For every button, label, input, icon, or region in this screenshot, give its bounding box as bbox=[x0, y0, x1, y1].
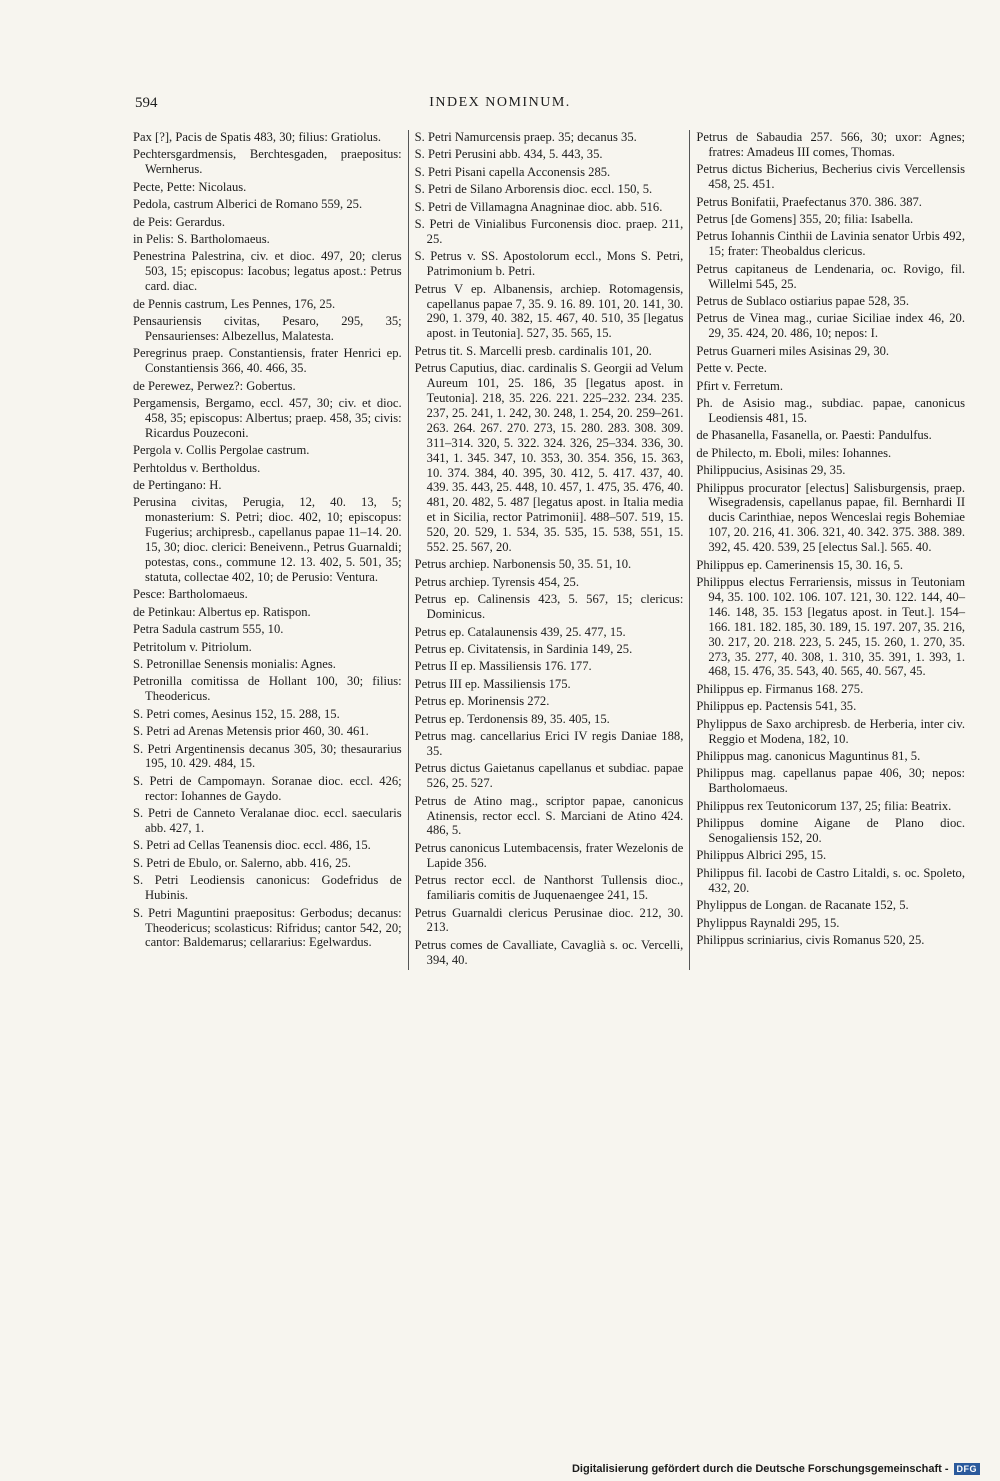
index-entry: Pechtersgardmensis, Berchtesgaden, praepositus: Wernherus. bbox=[133, 147, 402, 177]
index-entry: Petrus ep. Morinensis 272. bbox=[414, 694, 550, 709]
index-entry: Ph. de Asisio mag., subdiac. papae, canonicus Leodiensis 481, 15. bbox=[696, 396, 966, 425]
index-entry: de Perewez, Perwez?: Gobertus. bbox=[133, 378, 296, 393]
index-entry: Perusina civitas, Perugia, 12, 40. 13, 5; monasterium: S. Petri; dioc. 402, 10; episcopus: Fugerius; archipresb., capellanus papae 11–14. 20. 15, 30; dioc. clerici: Beneivenn., Petrus Guarnaldi; potestas, cons., commune 12. 13. 402, 5. 501, 35; statuta, collectae 402, 10; de Perusio: Ventura. bbox=[133, 495, 402, 584]
index-entry: Perhtoldus v. Bertholdus. bbox=[133, 460, 261, 475]
index-entry: Pecte, Pette: Nicolaus. bbox=[133, 179, 247, 194]
index-entry: de Petinkau: Albertus ep. Ratispon. bbox=[133, 604, 311, 619]
index-entry: Petrus ep. Civitatensis, in Sardinia 149, 25. bbox=[414, 642, 633, 656]
index-entry: de Pertingano: H. bbox=[133, 478, 222, 493]
index-entry: de Phasanella, Fasanella, or. Paesti: Pandulfus. bbox=[696, 428, 932, 443]
index-entry: Petrus dictus Bicherius, Becherius civis Vercellensis 458, 25. 451. bbox=[696, 162, 966, 192]
index-entry: Petrus rector eccl. de Nanthorst Tullensis dioc., familiaris comitis de Juquenaengee 241, 15. bbox=[414, 873, 684, 903]
index-entry: Philippus rex Teutonicorum 137, 25; filia: Beatrix. bbox=[696, 798, 952, 813]
index-entry: Petrus II ep. Massiliensis 176. 177. bbox=[414, 659, 592, 674]
index-entry: Phylippus Raynaldi 295, 15. bbox=[696, 915, 840, 930]
index-entry: Petrus mag. cancellarius Erici IV regis Daniae 188, 35. bbox=[414, 729, 684, 758]
index-column-2 bbox=[408, 130, 690, 970]
index-entry: Petrus comes de Cavalliate, Cavaglià s. oc. Vercelli, 394, 40. bbox=[414, 937, 684, 967]
index-entry: Philippus ep. Camerinensis 15, 30. 16, 5. bbox=[696, 557, 904, 572]
index-entry: Penestrina Palestrina, civ. et dioc. 497, 20; clerus 503, 15; episcopus: Iacobus; legatus apost.: Petrus card. diac. bbox=[133, 249, 402, 294]
index-entry: S. Petri ad Arenas Metensis prior 460, 30. 461. bbox=[133, 724, 369, 739]
index-entry: Philippus fil. Iacobi de Castro Litaldi, s. oc. Spoleto, 432, 20. bbox=[696, 865, 966, 895]
index-entry: S. Petri Perusini abb. 434, 5. 443, 35. bbox=[414, 147, 603, 162]
index-entry: Petrus archiep. Tyrensis 454, 25. bbox=[414, 574, 579, 589]
index-entry: Petrus capitaneus de Lendenaria, oc. Rovigo, fil. Willelmi 545, 25. bbox=[696, 261, 966, 291]
index-entry: de Peis: Gerardus. bbox=[133, 214, 225, 229]
index-entry: Phylippus de Saxo archipresb. de Herberia, inter civ. Reggio et Modena, 182, 10. bbox=[696, 716, 966, 746]
index-entry: S. Petri Maguntini praepositus: Gerbodus; decanus: Theodericus; scolasticus: Rifridus; cantor 542, 20; cantor: Baldemarus; cellararius: Egelwardus. bbox=[133, 905, 402, 950]
dfg-logo: DFG bbox=[954, 1463, 981, 1475]
index-entry: S. Petri comes, Aesinus 152, 15. 288, 15. bbox=[133, 706, 340, 721]
index-entry: S. Petri de Ebulo, or. Salerno, abb. 416, 25. bbox=[133, 855, 351, 870]
index-entry: Philippus scriniarius, civis Romanus 520, 25. bbox=[696, 932, 925, 947]
index-entry: Pesce: Bartholomaeus. bbox=[133, 587, 248, 602]
index-entry: Petrus Caputius, diac. cardinalis S. Georgii ad Velum Aureum 101, 25. 186, 35 [legatus apost. in Teutonia]. 218, 35. 226. 221. 225–232. 234. 235. 237, 25. 241, 1. 242, 30. 248, 1. 254, 20. 259–261. 263. 264. 267. 270. 273, 15. 280. 283. 308. 309. 311–314. 320, 5. 322. 324. 326, 25–334. 336, 30. 341, 1. 345. 347, 10. 353, 30. 354. 356, 15. 363, 10. 374. 384, 40. 395, 30. 412, 5. 417. 437, 40. 439. 35. 443, 25. 448, 10. 457, 1. 475, 35. 476, 40. 481, 20. 482, 5. 487 [legatus apost. in Italia media et in Sicilia, rector Patrimonii]. 488–507. 519, 15. 520, 20. 529, 1. 534, 35. 535, 15. 538, 551, 15. 552. 25. 567, 20. bbox=[414, 361, 684, 555]
index-entry: Petrus ep. Terdonensis 89, 35. 405, 15. bbox=[414, 711, 610, 726]
index-entry: Philippus Albrici 295, 15. bbox=[696, 848, 827, 863]
index-entry: in Pelis: S. Bartholomaeus. bbox=[133, 231, 270, 246]
index-entry: Petrus Iohannis Cinthii de Lavinia senator Urbis 492, 15; frater: Theobaldus clericus. bbox=[696, 229, 966, 259]
index-entry: Petrus V ep. Albanensis, archiep. Rotomagensis, capellanus papae 7, 35. 9. 16. 89. 101, 20. 141, 30. 290, 1. 379, 40. 382, 15. 467, 40. 510, 35 [legatus apost. in Teutonia]. 527, 35. 565, 15. bbox=[414, 281, 684, 341]
footer-credit: Digitalisierung gefördert durch die Deutsche Forschungsgemeinschaft - bbox=[571, 1463, 949, 1475]
index-entry: Petrus tit. S. Marcelli presb. cardinalis 101, 20. bbox=[414, 343, 652, 358]
index-entry: S. Petri de Villamagna Anagninae dioc. abb. 516. bbox=[414, 199, 663, 214]
index-entry: Petrus archiep. Narbonensis 50, 35. 51, 10. bbox=[414, 557, 632, 572]
index-entry: Philippus ep. Pactensis 541, 35. bbox=[696, 699, 857, 714]
index-entry: Philippus mag. canonicus Maguntinus 81, 5. bbox=[696, 748, 921, 763]
index-entry: Pette v. Pecte. bbox=[696, 361, 767, 376]
index-entry: Petrus de Atino mag., scriptor papae, canonicus Atinensis, rector eccl. S. Marciani de Atino 424. 486, 5. bbox=[414, 793, 684, 838]
index-entry: Petronilla comitissa de Hollant 100, 30; filius: Theodericus. bbox=[133, 674, 402, 704]
index-entry: S. Petronillae Senensis monialis: Agnes. bbox=[133, 657, 336, 671]
index-entry: S. Petri de Campomayn. Soranae dioc. eccl. 426; rector: Iohannes de Gaydo. bbox=[133, 773, 402, 803]
index-entry: S. Petri de Canneto Veralanae dioc. eccl. saecularis abb. 427, 1. bbox=[133, 806, 402, 836]
index-entry: Petrus Guarneri miles Asisinas 29, 30. bbox=[696, 343, 890, 358]
index-entry: S. Petri de Silano Arborensis dioc. eccl. 150, 5. bbox=[414, 182, 653, 197]
index-entry: Petrus ep. Catalaunensis 439, 25. 477, 15. bbox=[414, 624, 626, 639]
index-entry: de Pennis castrum, Les Pennes, 176, 25. bbox=[133, 296, 336, 311]
index-entry: S. Petri de Vinialibus Furconensis dioc. praep. 211, 25. bbox=[414, 217, 684, 246]
index-entry: Peregrinus praep. Constantiensis, frater Henrici ep. Constantiensis 366, 40. 466, 35. bbox=[133, 346, 402, 376]
index-columns bbox=[133, 130, 965, 970]
index-entry: S. Petrus v. SS. Apostolorum eccl., Mons S. Petri, Patrimonium b. Petri. bbox=[414, 249, 684, 279]
index-entry: Petrus III ep. Massiliensis 175. bbox=[414, 676, 571, 691]
index-entry: S. Petri Namurcensis praep. 35; decanus 35. bbox=[414, 130, 637, 144]
index-entry: Pedola, castrum Alberici de Romano 559, 25. bbox=[133, 197, 363, 212]
index-entry: S. Petri Argentinensis decanus 305, 30; thesaurarius 195, 10. 429. 484, 15. bbox=[133, 741, 402, 771]
index-entry: Philippus electus Ferrariensis, missus in Teutoniam 94, 35. 100. 102. 106. 107. 121, 30. 122. 144, 40–146. 148, 35. 153 [legatus apost. in Teut.]. 154–166. 181. 182. 185, 30. 189, 15. 197. 207, 35. 216, 30. 217, 20. 218. 223, 5. 245, 15. 260, 1. 270, 35. 273, 35. 277, 40. 308, 1. 310, 35. 391, 1. 393, 1. 468, 15. 476, 35. 543, 40. 565, 40. 567, 45. bbox=[696, 574, 966, 679]
index-entry: Philippus domine Aigane de Plano dioc. Senogaliensis 152, 20. bbox=[696, 816, 966, 845]
index-entry: Pergamensis, Bergamo, eccl. 457, 30; civ. et dioc. 458, 35; episcopus: Albertus; praep. 458, 35; civis: Ricardus Pouzeconi. bbox=[133, 396, 402, 440]
index-entry: Petrus dictus Gaietanus capellanus et subdiac. papae 526, 25. 527. bbox=[414, 761, 684, 791]
page-title: INDEX NOMINUM. bbox=[429, 95, 571, 110]
index-entry: Phylippus de Longan. de Racanate 152, 5. bbox=[696, 898, 909, 913]
index-entry: Petrus Guarnaldi clericus Perusinae dioc. 212, 30. 213. bbox=[414, 905, 684, 935]
index-entry: S. Petri Leodiensis canonicus: Godefridus de Hubinis. bbox=[133, 873, 402, 903]
index-entry: Petrus ep. Calinensis 423, 5. 567, 15; clericus: Dominicus. bbox=[414, 592, 684, 622]
index-entry: Pensauriensis civitas, Pesaro, 295, 35; Pensaurienses: Albezellus, Malatesta. bbox=[133, 313, 402, 343]
index-entry: Petrus de Vinea mag., curiae Siciliae index 46, 20. 29, 35. 424, 20. 486, 10; nepos: I. bbox=[696, 311, 966, 341]
index-column-1 bbox=[133, 130, 408, 970]
page-number: 594 bbox=[135, 95, 158, 111]
index-entry: Petrus [de Gomens] 355, 20; filia: Isabella. bbox=[696, 212, 914, 227]
index-entry: S. Petri ad Cellas Teanensis dioc. eccl. 486, 15. bbox=[133, 838, 371, 853]
digitization-footer bbox=[572, 1463, 980, 1475]
index-entry: Petra Sadula castrum 555, 10. bbox=[133, 622, 284, 637]
index-entry: Petrus de Sublaco ostiarius papae 528, 35. bbox=[696, 294, 909, 309]
index-entry: S. Petri Pisani capella Acconensis 285. bbox=[414, 164, 611, 179]
index-entry: Petrus canonicus Lutembacensis, frater Wezelonis de Lapide 356. bbox=[414, 840, 684, 870]
index-entry: Pergola v. Collis Pergolae castrum. bbox=[133, 443, 310, 458]
index-entry: de Philecto, m. Eboli, miles: Iohannes. bbox=[696, 445, 892, 460]
index-entry: Philippucius, Asisinas 29, 35. bbox=[696, 463, 846, 478]
index-entry: Petrus de Sabaudia 257. 566, 30; uxor: Agnes; fratres: Amadeus III comes, Thomas. bbox=[696, 130, 966, 159]
index-entry: Petrus Bonifatii, Praefectanus 370. 386. 387. bbox=[696, 194, 922, 209]
index-entry: Philippus mag. capellanus papae 406, 30; nepos: Bartholomaeus. bbox=[696, 766, 966, 796]
index-entry: Pax [?], Pacis de Spatis 483, 30; filius: Gratiolus. bbox=[133, 130, 382, 144]
index-column-3 bbox=[689, 130, 965, 970]
index-entry: Pfirt v. Ferretum. bbox=[696, 378, 783, 393]
index-entry: Philippus ep. Firmanus 168. 275. bbox=[696, 681, 864, 696]
index-entry: Philippus procurator [electus] Salisburgensis, praep. Wisegradensis, capellanus papae, fil. Bernhardi II ducis Carinthiae, nepos Wenceslai regis Bohemiae 107, 20. 216, 41. 306. 321, 40. 342. 375. 388. 389. 392, 45. 420. 539, 25 [electus Sal.]. 565. 40. bbox=[696, 480, 966, 555]
index-entry: Petritolum v. Pitriolum. bbox=[133, 639, 252, 654]
